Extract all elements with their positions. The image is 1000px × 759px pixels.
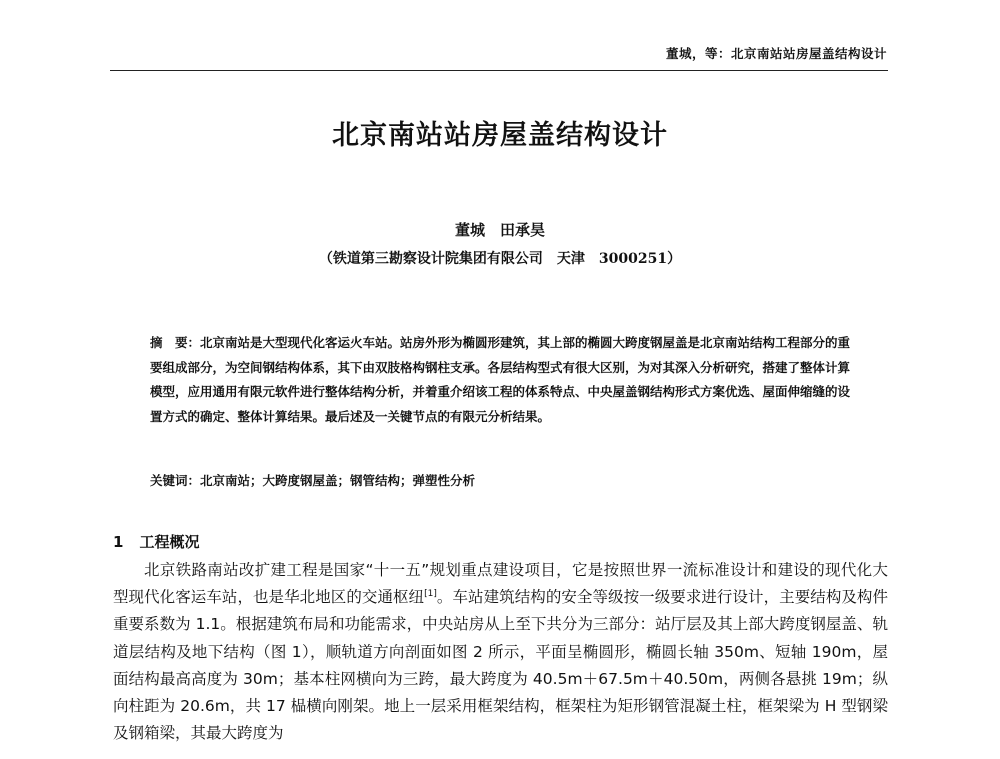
authors: 董城 田承昊 xyxy=(454,221,545,239)
body-part-1: 北京铁路南站改扩建工程是国家“十一五”规划重点建设项目，它是按照世界一流标准设计和建设的现代化大型现代化客运车站，也是华北地区的交通枢纽 xyxy=(113,561,888,607)
body-text xyxy=(113,557,888,747)
abstract-label: 摘 要： xyxy=(150,335,201,350)
body-paragraph xyxy=(113,557,888,747)
keywords-text: 北京南站；大跨度钢屋盖；钢管结构；弹塑性分析 xyxy=(200,473,476,488)
section-number: 1 xyxy=(113,533,124,551)
section-heading xyxy=(113,531,199,552)
abstract-text: 北京南站是大型现代化客运火车站。站房外形为椭圆形建筑，其上部的椭圆大跨度钢屋盖是北京南站结构工程部分的重要组成部分，为空间钢结构体系，其下由双肢格构钢柱支承。各层结构型式有很大区别，为对其深入分析研究，搭建了整体计算模型，应用通用有限元软件进行整体结构分析，并着重介绍该工程的体系特点、中央屋盖钢结构形式方案优选、屋面伸缩缝的设置方式的确定、整体计算结果。最后述及一关键节点的有限元分析结果。 xyxy=(150,335,851,424)
paper-title: 北京南站站房屋盖结构设计 xyxy=(332,120,668,151)
section-title: 工程概况 xyxy=(139,533,200,551)
keywords-label: 关键词： xyxy=(150,473,201,488)
body-part-2: 。车站建筑结构的安全等级按一级要求进行设计，主要结构及构件重要系数为 1.1。根据建筑布局和功能需求，中央站房从上至下共分为三部分：站厅层及其上部大跨度钢屋盖、轨道层结构及地下结构（图 1），顺轨道方向剖面如图 2 所示，平面呈椭圆形，椭圆长轴 350m、短轴 190m，屋面结构最高高度为 30m；基本柱网横向为三跨，最大跨度为 40.5m＋67.5m＋40.50m，两侧各悬挑 19m；纵向柱距为 20.6m，共 17 榀横向刚架。地上一层采用框架结构，框架柱为矩形钢管混凝土柱，框架梁为 H 型钢梁及钢箱梁，其最大跨度为 xyxy=(113,588,888,743)
affiliation: （铁道第三勘察设计院集团有限公司 天津 3000251） xyxy=(318,251,682,267)
citation-ref[interactable]: [1] xyxy=(424,589,437,600)
abstract xyxy=(150,331,855,429)
running-head: 董城，等：北京南站站房屋盖结构设计 xyxy=(665,46,887,61)
header-rule xyxy=(110,70,888,71)
keywords xyxy=(150,471,855,489)
